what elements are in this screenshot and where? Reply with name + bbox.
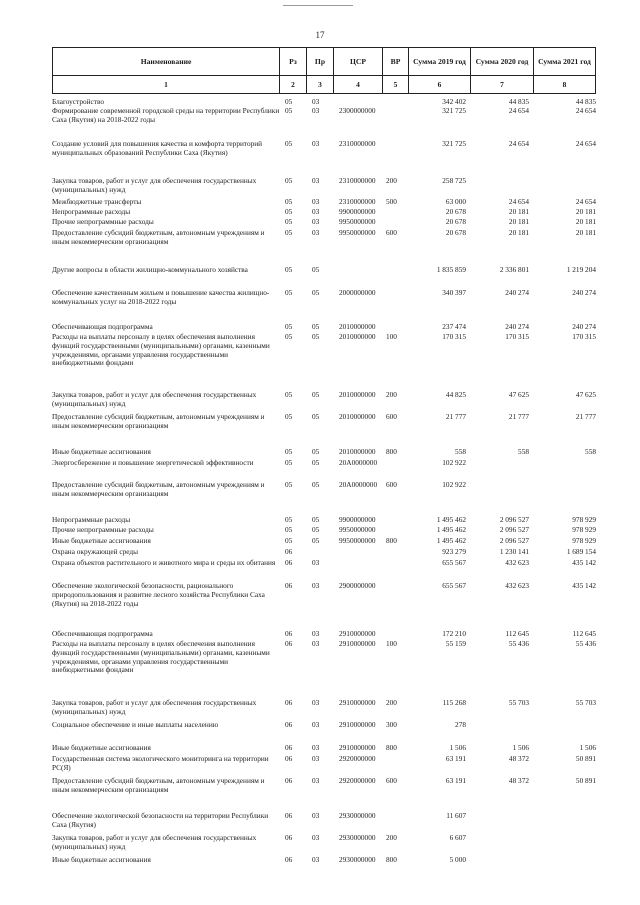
row-rz: 05 — [285, 525, 293, 534]
row-csr: 2010000000 — [339, 390, 376, 399]
row-sum-2021: 240 274 — [572, 322, 596, 331]
row-rz: 05 — [285, 228, 293, 237]
row-name: Государственная система экологического мониторинга на территории РС(Я) — [52, 754, 269, 772]
row-rz: 05 — [285, 536, 293, 545]
row-csr: 2010000000 — [339, 332, 376, 341]
row-pr: 03 — [312, 698, 320, 707]
row-name: Иные бюджетные ассигнования — [52, 536, 151, 545]
row-vr: 500 — [386, 197, 397, 206]
header-name: Наименование — [52, 47, 280, 76]
row-vr: 200 — [386, 833, 397, 842]
row-sum-2019: 1 495 462 — [436, 536, 466, 545]
row-rz: 06 — [285, 754, 293, 763]
row-csr: 2010000000 — [339, 447, 376, 456]
row-rz: 06 — [285, 558, 293, 567]
row-sum-2021: 1 219 204 — [566, 265, 596, 274]
row-sum-2019: 1 835 859 — [436, 265, 466, 274]
row-sum-2019: 115 268 — [442, 698, 466, 707]
row-sum-2020: 2 336 801 — [499, 265, 529, 274]
row-vr: 100 — [386, 639, 397, 648]
row-pr: 03 — [312, 833, 320, 842]
row-name: Прочие непрограммные расходы — [52, 525, 154, 534]
header-sum-2019: Сумма 2019 год — [408, 47, 471, 76]
row-sum-2020: 240 274 — [505, 322, 529, 331]
row-name: Предоставление субсидий бюджетным, автономным учреждениям и иным некоммерческим организациям — [52, 228, 265, 246]
row-sum-2020: 55 436 — [508, 639, 529, 648]
row-sum-2020: 20 181 — [508, 228, 529, 237]
row-csr: 2910000000 — [339, 698, 376, 707]
row-pr: 03 — [312, 811, 320, 820]
row-name: Иные бюджетные ассигнования — [52, 743, 151, 752]
row-sum-2019: 321 725 — [442, 139, 466, 148]
header-sum-2020: Сумма 2020 год — [470, 47, 534, 76]
row-sum-2019: 172 210 — [442, 629, 466, 638]
table-header — [52, 47, 596, 97]
row-csr: 20А0000000 — [339, 458, 378, 467]
row-name: Формирование современной городской среды на территории Республики Саха (Якутия) на 2018-2022 годы — [52, 106, 280, 124]
row-rz: 05 — [285, 217, 293, 226]
header-vr: ВР — [382, 47, 409, 76]
row-sum-2020: 1 230 141 — [499, 547, 529, 556]
row-sum-2021: 55 703 — [575, 698, 596, 707]
row-sum-2021: 978 929 — [572, 525, 596, 534]
row-name: Закупка товаров, работ и услуг для обеспечения государственных (муниципальных) нужд — [52, 176, 257, 194]
row-vr: 200 — [386, 390, 397, 399]
colnum-2: 2 — [279, 75, 307, 94]
row-sum-2020: 2 096 527 — [499, 536, 529, 545]
row-name: Другие вопросы в области жилищно-коммунального хозяйства — [52, 265, 248, 274]
row-sum-2019: 923 279 — [442, 547, 466, 556]
row-csr: 20А0000000 — [339, 480, 378, 489]
header-pr: Пр — [306, 47, 334, 76]
row-name: Благоустройство — [52, 97, 104, 106]
row-sum-2021: 1 506 — [579, 743, 596, 752]
row-sum-2020: 55 703 — [508, 698, 529, 707]
row-sum-2019: 20 678 — [445, 228, 466, 237]
row-vr: 300 — [386, 720, 397, 729]
row-pr: 03 — [312, 97, 320, 106]
row-name: Обеспечение экологической безопасности на территории Республики Саха (Якутия) — [52, 811, 269, 829]
row-name: Обеспечивающая подпрограмма — [52, 322, 153, 331]
row-csr: 9950000000 — [339, 536, 376, 545]
row-name: Предоставление субсидий бюджетным, автономным учреждениям и иным некоммерческим организациям — [52, 412, 265, 430]
row-csr: 2010000000 — [339, 322, 376, 331]
row-sum-2021: 435 142 — [572, 581, 596, 590]
row-vr: 800 — [386, 447, 397, 456]
row-sum-2020: 20 181 — [508, 217, 529, 226]
row-rz: 05 — [285, 515, 293, 524]
colnum-3: 3 — [306, 75, 334, 94]
row-vr: 100 — [386, 332, 397, 341]
page-number: 17 — [315, 30, 325, 40]
row-pr: 03 — [312, 855, 320, 864]
row-pr: 03 — [312, 217, 320, 226]
row-csr: 2910000000 — [339, 629, 376, 638]
row-csr: 2920000000 — [339, 754, 376, 763]
row-csr: 2930000000 — [339, 811, 376, 820]
colnum-4: 4 — [333, 75, 383, 94]
row-pr: 03 — [312, 228, 320, 237]
row-pr: 05 — [312, 265, 320, 274]
row-name: Обеспечение качественным жильем и повышение качества жилищно-коммунальных услуг на 2018-2022 годы — [52, 288, 270, 306]
row-pr: 05 — [312, 536, 320, 545]
row-rz: 06 — [285, 743, 293, 752]
row-sum-2020: 432 623 — [505, 581, 529, 590]
row-vr: 200 — [386, 698, 397, 707]
row-rz: 06 — [285, 629, 293, 638]
row-csr: 2910000000 — [339, 743, 376, 752]
row-sum-2019: 1 495 462 — [436, 515, 466, 524]
row-csr: 9950000000 — [339, 228, 376, 237]
row-csr: 2310000000 — [339, 176, 376, 185]
row-rz: 05 — [285, 458, 293, 467]
row-sum-2020: 24 654 — [508, 197, 529, 206]
row-csr: 2310000000 — [339, 139, 376, 148]
row-sum-2021: 50 891 — [575, 754, 596, 763]
colnum-6: 6 — [408, 75, 471, 94]
row-name: Предоставление субсидий бюджетным, автономным учреждениям и иным некоммерческим организациям — [52, 480, 265, 498]
row-sum-2019: 21 777 — [445, 412, 466, 421]
row-sum-2020: 21 777 — [508, 412, 529, 421]
row-name: Иные бюджетные ассигнования — [52, 447, 151, 456]
row-rz: 05 — [285, 480, 293, 489]
row-sum-2019: 5 000 — [449, 855, 466, 864]
row-pr: 05 — [312, 458, 320, 467]
row-sum-2019: 278 — [455, 720, 466, 729]
row-sum-2020: 24 654 — [508, 139, 529, 148]
row-sum-2021: 978 929 — [572, 515, 596, 524]
row-sum-2020: 48 372 — [508, 776, 529, 785]
row-name: Предоставление субсидий бюджетным, автономным учреждениям и иным некоммерческим организациям — [52, 776, 265, 794]
row-rz: 06 — [285, 720, 293, 729]
row-pr: 03 — [312, 629, 320, 638]
row-pr: 03 — [312, 581, 320, 590]
row-sum-2019: 321 725 — [442, 106, 466, 115]
colnum-8: 8 — [533, 75, 596, 94]
row-name: Расходы на выплаты персоналу в целях обеспечения выполнения функций государственными (муниципальными) органами, казенными учреждениями, органами управления государственными внебюджетными фондами — [52, 639, 270, 675]
row-rz: 06 — [285, 811, 293, 820]
row-name: Закупка товаров, работ и услуг для обеспечения государственных (муниципальных) нужд — [52, 833, 257, 851]
row-name: Энергосбережение и повышение энергетической эффективности — [52, 458, 254, 467]
row-pr: 03 — [312, 176, 320, 185]
row-csr: 9950000000 — [339, 217, 376, 226]
row-pr: 05 — [312, 288, 320, 297]
row-rz: 05 — [285, 322, 293, 331]
row-sum-2019: 1 495 462 — [436, 525, 466, 534]
row-rz: 05 — [285, 176, 293, 185]
row-sum-2020: 2 096 527 — [499, 525, 529, 534]
header-csr: ЦСР — [333, 47, 383, 76]
row-sum-2020: 24 654 — [508, 106, 529, 115]
row-pr: 03 — [312, 776, 320, 785]
row-pr: 05 — [312, 322, 320, 331]
row-rz: 06 — [285, 776, 293, 785]
row-name: Охрана окружающей среды — [52, 547, 139, 556]
row-name: Прочие непрограммные расходы — [52, 217, 154, 226]
row-sum-2021: 24 654 — [575, 106, 596, 115]
row-sum-2019: 258 725 — [442, 176, 466, 185]
row-csr: 2310000000 — [339, 197, 376, 206]
row-rz: 05 — [285, 265, 293, 274]
row-rz: 05 — [285, 207, 293, 216]
row-vr: 600 — [386, 412, 397, 421]
row-sum-2019: 6 607 — [449, 833, 466, 842]
row-name: Закупка товаров, работ и услуг для обеспечения государственных (муниципальных) нужд — [52, 698, 257, 716]
row-name: Обеспечение экологической безопасности, рационального природопользования и развитие лесного хозяйства Республики Саха (Якутия) на 2018-2022 годы — [52, 581, 265, 608]
row-sum-2020: 48 372 — [508, 754, 529, 763]
row-name: Непрограммные расходы — [52, 207, 131, 216]
row-csr: 2900000000 — [339, 581, 376, 590]
row-name: Обеспечивающая подпрограмма — [52, 629, 153, 638]
row-sum-2021: 558 — [585, 447, 596, 456]
row-sum-2020: 432 623 — [505, 558, 529, 567]
row-csr: 2000000000 — [339, 288, 376, 297]
row-csr: 2910000000 — [339, 720, 376, 729]
row-rz: 05 — [285, 288, 293, 297]
row-sum-2021: 50 891 — [575, 776, 596, 785]
row-sum-2019: 20 678 — [445, 217, 466, 226]
row-rz: 06 — [285, 833, 293, 842]
row-sum-2019: 1 506 — [449, 743, 466, 752]
row-sum-2021: 240 274 — [572, 288, 596, 297]
row-sum-2021: 1 689 154 — [566, 547, 596, 556]
row-name: Социальное обеспечение и иные выплаты населению — [52, 720, 219, 729]
row-sum-2021: 47 625 — [575, 390, 596, 399]
row-vr: 600 — [386, 228, 397, 237]
row-rz: 05 — [285, 447, 293, 456]
row-sum-2021: 55 436 — [575, 639, 596, 648]
row-sum-2019: 655 567 — [442, 581, 466, 590]
row-pr: 05 — [312, 332, 320, 341]
row-sum-2021: 20 181 — [575, 228, 596, 237]
row-sum-2019: 342 402 — [442, 97, 466, 106]
row-name: Расходы на выплаты персоналу в целях обеспечения выполнения функций государственными (муниципальными) органами, казенными учреждениями, органами управления государственными внебюджетными фондами — [52, 332, 270, 368]
row-rz: 06 — [285, 581, 293, 590]
row-name: Непрограммные расходы — [52, 515, 131, 524]
row-rz: 05 — [285, 332, 293, 341]
row-rz: 05 — [285, 139, 293, 148]
row-sum-2021: 978 929 — [572, 536, 596, 545]
header-rz: Рз — [279, 47, 307, 76]
row-sum-2020: 44 835 — [508, 97, 529, 106]
row-pr: 03 — [312, 754, 320, 763]
row-sum-2020: 558 — [518, 447, 529, 456]
row-sum-2019: 237 474 — [442, 322, 466, 331]
row-sum-2020: 20 181 — [508, 207, 529, 216]
row-csr: 2930000000 — [339, 855, 376, 864]
colnum-7: 7 — [470, 75, 534, 94]
row-vr: 600 — [386, 776, 397, 785]
row-sum-2021: 44 835 — [575, 97, 596, 106]
row-sum-2020: 170 315 — [505, 332, 529, 341]
scan-artifact-line — [283, 5, 353, 6]
row-sum-2020: 2 096 527 — [499, 515, 529, 524]
row-sum-2019: 63 000 — [445, 197, 466, 206]
row-pr: 03 — [312, 720, 320, 729]
row-csr: 9900000000 — [339, 207, 376, 216]
row-pr: 03 — [312, 106, 320, 115]
row-name: Охрана объектов растительного и животного мира и среды их обитания — [52, 558, 276, 567]
row-name: Создание условий для повышения качества и комфорта территорий муниципальных образований Республики Саха (Якутия) — [52, 139, 263, 157]
row-pr: 05 — [312, 447, 320, 456]
row-pr: 03 — [312, 197, 320, 206]
row-sum-2020: 240 274 — [505, 288, 529, 297]
row-vr: 800 — [386, 536, 397, 545]
row-rz: 06 — [285, 855, 293, 864]
row-csr: 2910000000 — [339, 639, 376, 648]
row-csr: 9950000000 — [339, 525, 376, 534]
row-sum-2020: 1 506 — [512, 743, 529, 752]
row-rz: 05 — [285, 390, 293, 399]
row-sum-2019: 11 607 — [446, 811, 466, 820]
row-pr: 05 — [312, 390, 320, 399]
row-sum-2019: 558 — [455, 447, 466, 456]
row-rz: 05 — [285, 97, 293, 106]
row-rz: 06 — [285, 639, 293, 648]
row-vr: 200 — [386, 176, 397, 185]
row-rz: 05 — [285, 197, 293, 206]
row-sum-2021: 170 315 — [572, 332, 596, 341]
row-sum-2019: 44 825 — [445, 390, 466, 399]
row-sum-2019: 102 922 — [442, 458, 466, 467]
row-pr: 03 — [312, 207, 320, 216]
row-csr: 9900000000 — [339, 515, 376, 524]
row-sum-2019: 340 397 — [442, 288, 466, 297]
row-pr: 03 — [312, 558, 320, 567]
row-sum-2021: 24 654 — [575, 197, 596, 206]
row-pr: 03 — [312, 639, 320, 648]
row-rz: 06 — [285, 698, 293, 707]
row-sum-2020: 47 625 — [508, 390, 529, 399]
row-pr: 03 — [312, 139, 320, 148]
row-sum-2019: 20 678 — [445, 207, 466, 216]
row-sum-2019: 170 315 — [442, 332, 466, 341]
row-name: Закупка товаров, работ и услуг для обеспечения государственных (муниципальных) нужд — [52, 390, 257, 408]
row-pr: 05 — [312, 525, 320, 534]
row-pr: 05 — [312, 480, 320, 489]
colnum-5: 5 — [382, 75, 409, 94]
row-pr: 05 — [312, 515, 320, 524]
row-sum-2021: 435 142 — [572, 558, 596, 567]
row-pr: 03 — [312, 743, 320, 752]
row-rz: 05 — [285, 412, 293, 421]
row-sum-2019: 63 191 — [445, 776, 466, 785]
row-sum-2021: 112 645 — [572, 629, 596, 638]
row-sum-2019: 55 159 — [445, 639, 466, 648]
row-sum-2021: 20 181 — [575, 217, 596, 226]
row-rz: 06 — [285, 547, 293, 556]
row-sum-2019: 102 922 — [442, 480, 466, 489]
row-sum-2019: 655 567 — [442, 558, 466, 567]
row-sum-2021: 21 777 — [575, 412, 596, 421]
row-rz: 05 — [285, 106, 293, 115]
colnum-1: 1 — [52, 75, 280, 94]
row-csr: 2010000000 — [339, 412, 376, 421]
row-csr: 2920000000 — [339, 776, 376, 785]
row-name: Иные бюджетные ассигнования — [52, 855, 151, 864]
row-sum-2020: 112 645 — [505, 629, 529, 638]
row-csr: 2930000000 — [339, 833, 376, 842]
row-vr: 800 — [386, 855, 397, 864]
row-sum-2021: 20 181 — [575, 207, 596, 216]
row-sum-2019: 63 191 — [445, 754, 466, 763]
row-csr: 2300000000 — [339, 106, 376, 115]
row-sum-2021: 24 654 — [575, 139, 596, 148]
row-pr: 05 — [312, 412, 320, 421]
row-vr: 800 — [386, 743, 397, 752]
row-vr: 600 — [386, 480, 397, 489]
row-name: Межбюджетные трансферты — [52, 197, 142, 206]
header-sum-2021: Сумма 2021 год — [533, 47, 596, 76]
